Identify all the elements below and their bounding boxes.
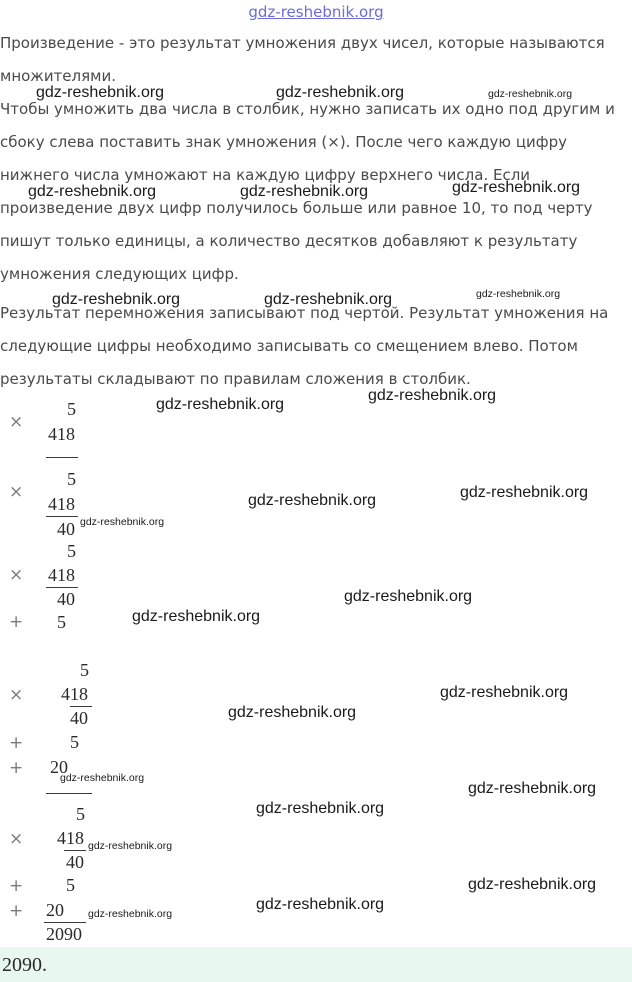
sum-line <box>44 922 86 923</box>
text-line: нижнего числа умножают на каждую цифру верхнего числа. Если <box>0 166 531 184</box>
plus-sign: + <box>9 758 24 778</box>
watermark: gdz-reshebnik.org <box>36 84 165 101</box>
plus-sign: + <box>9 612 24 632</box>
times-sign: × <box>9 829 24 849</box>
factor-top: 5 <box>76 804 85 824</box>
addend-1: 5 <box>66 875 75 895</box>
sum-line <box>46 793 92 794</box>
watermark: gdz-reshebnik.org <box>80 516 165 528</box>
factor-top: 5 <box>67 469 76 489</box>
addend-1: 5 <box>57 612 66 632</box>
times-sign: × <box>9 565 24 585</box>
watermark: gdz-reshebnik.org <box>488 88 573 100</box>
factor-bottom: 418 <box>48 424 75 444</box>
watermark: gdz-reshebnik.org <box>468 780 597 797</box>
product-line <box>64 850 86 851</box>
watermark: gdz-reshebnik.org <box>88 840 173 852</box>
watermark: gdz-reshebnik.org <box>344 588 473 605</box>
text-line: умножения следующих цифр. <box>0 265 239 283</box>
answer-value: 2090. <box>2 954 47 976</box>
partial-product: 40 <box>66 852 84 872</box>
watermark: gdz-reshebnik.org <box>276 84 405 101</box>
addend-2: 20 <box>50 757 68 777</box>
watermark: gdz-reshebnik.org <box>156 396 285 413</box>
plus-sign: + <box>9 733 24 753</box>
text-line: результаты складывают по правилам сложения в столбик. <box>0 370 471 388</box>
watermark: gdz-reshebnik.org <box>132 608 261 625</box>
partial-product: 40 <box>70 708 88 728</box>
watermark: gdz-reshebnik.org <box>256 800 385 817</box>
addend-1: 5 <box>70 732 79 752</box>
answer-box <box>0 947 632 982</box>
factor-bottom: 418 <box>48 494 75 514</box>
product-line <box>70 706 92 707</box>
final-sum: 2090 <box>46 924 82 944</box>
times-sign: × <box>9 412 24 432</box>
times-sign: × <box>9 482 24 502</box>
watermark: gdz-reshebnik.org <box>228 704 357 721</box>
times-sign: × <box>9 685 24 705</box>
watermark: gdz-reshebnik.org <box>468 876 597 893</box>
result-paragraph <box>0 297 632 396</box>
watermark: gdz-reshebnik.org <box>256 896 385 913</box>
text-line: Результат перемножения записывают под чертой. Результат умножения на <box>0 304 609 322</box>
text-line: пишут только единицы, а количество десятков добавляют к результату <box>0 232 578 250</box>
watermark: gdz-reshebnik.org <box>60 772 145 784</box>
factor-top: 5 <box>80 660 89 680</box>
site-header-link[interactable]: gdz-reshebnik.org <box>248 3 384 21</box>
product-line <box>46 457 78 458</box>
factor-top: 5 <box>67 541 76 561</box>
watermark: gdz-reshebnik.org <box>88 908 173 920</box>
text-line: Чтобы умножить два числа в столбик, нужно записать их одно под другим и <box>0 100 615 118</box>
watermark: gdz-reshebnik.org <box>452 179 581 196</box>
watermark: gdz-reshebnik.org <box>460 484 589 501</box>
watermark: gdz-reshebnik.org <box>476 288 561 300</box>
watermark: gdz-reshebnik.org <box>248 492 377 509</box>
watermark: gdz-reshebnik.org <box>240 183 369 200</box>
product-line <box>46 587 78 588</box>
factor-bottom: 418 <box>57 828 84 848</box>
plus-sign: + <box>9 901 24 921</box>
watermark: gdz-reshebnik.org <box>440 684 569 701</box>
partial-product: 40 <box>57 589 75 609</box>
factor-bottom: 418 <box>48 565 75 585</box>
watermark: gdz-reshebnik.org <box>52 291 181 308</box>
text-line: сбоку слева поставить знак умножения (×). После чего каждую цифру <box>0 133 568 151</box>
watermark: gdz-reshebnik.org <box>264 291 393 308</box>
product-line <box>46 516 78 517</box>
watermark: gdz-reshebnik.org <box>28 183 157 200</box>
text-line: следующие цифры необходимо записывать со смещением влево. Потом <box>0 337 578 355</box>
factor-top: 5 <box>67 399 76 419</box>
text-line: Произведение - это результат умножения двух чисел, которые называются <box>0 34 605 52</box>
text-line: произведение двух цифр получилось больше или равное 10, то под черту <box>0 199 593 217</box>
addend-2: 20 <box>46 900 64 920</box>
plus-sign: + <box>9 876 24 896</box>
watermark: gdz-reshebnik.org <box>368 387 497 404</box>
text-line: множителями. <box>0 67 116 85</box>
factor-bottom: 418 <box>61 684 88 704</box>
partial-product: 40 <box>57 519 75 539</box>
